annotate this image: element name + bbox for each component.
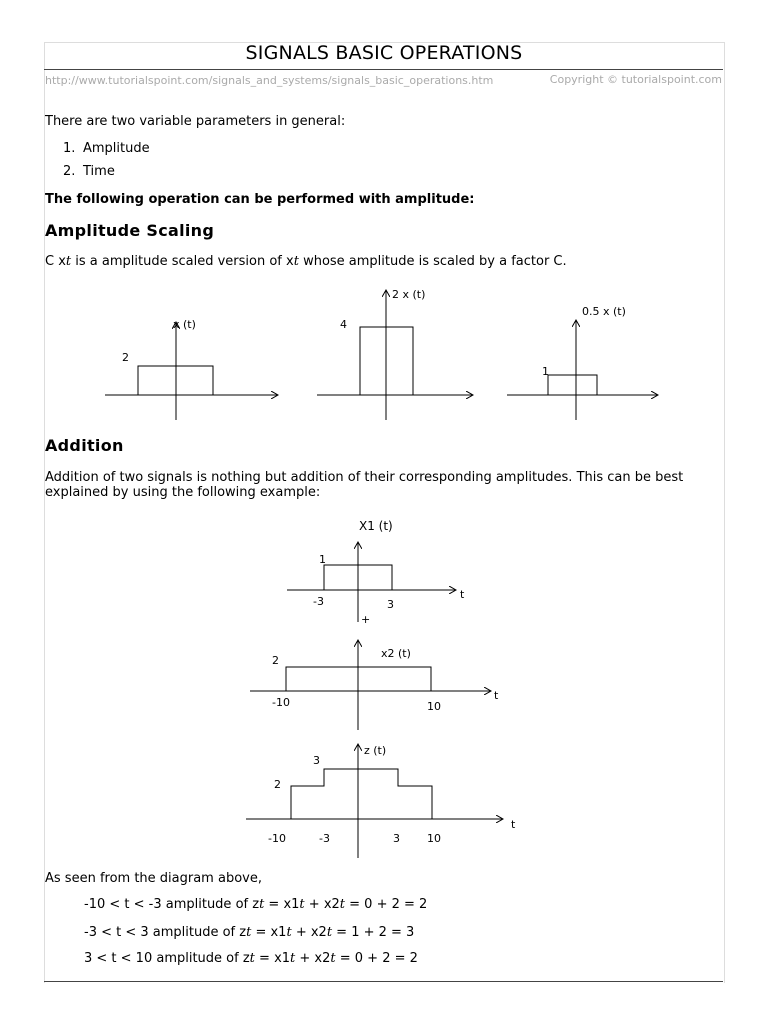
x1-right-tick: 3: [387, 598, 394, 611]
x2-level: 2: [272, 654, 279, 667]
x1-axis-label: t: [460, 588, 465, 601]
result-line-1: -10 < t < -3 amplitude of zt = x1t + x2t = 0 + 2 = 2: [84, 897, 428, 912]
footer-divider: [44, 981, 723, 982]
amplitude-scaling-heading: Amplitude Scaling: [45, 221, 215, 240]
z-level-high: 3: [313, 754, 320, 767]
amplitude-operations-heading: The following operation can be performed with amplitude:: [45, 192, 475, 207]
x2-left-tick: -10: [272, 696, 290, 709]
list-item-amplitude: Amplitude: [83, 141, 150, 156]
fig3-level: 1: [542, 365, 549, 378]
z-axis-label: t: [511, 818, 516, 831]
result-line-2: -3 < t < 3 amplitude of zt = x1t + x2t = 1 + 2 = 3: [84, 925, 415, 940]
addition-heading: Addition: [45, 436, 124, 455]
list-number-1: 1.: [63, 141, 76, 156]
page-title: SIGNALS BASIC OPERATIONS: [245, 42, 523, 64]
x2-axis-label: t: [494, 689, 499, 702]
fig1-level: 2: [122, 351, 129, 364]
scaling-description: C xt is a amplitude scaled version of xt whose amplitude is scaled by a factor C.: [45, 254, 567, 269]
fig2-label: 2 x (t): [392, 288, 426, 301]
result-line-3: 3 < t < 10 amplitude of zt = x1t + x2t = 0 + 2 = 2: [84, 951, 418, 966]
fig2-level: 4: [340, 318, 347, 331]
copyright: Copyright © tutorialspoint.com: [549, 73, 722, 86]
x2-label: x2 (t): [381, 647, 411, 660]
z-tick-10: 10: [427, 832, 441, 845]
figure-x-t: [105, 318, 278, 420]
addition-description: Addition of two signals is nothing but addition of their corresponding amplitudes. This can be best explained by using the following example:: [45, 470, 684, 500]
figure-x1-t: [287, 519, 465, 626]
intro-text: There are two variable parameters in general:: [45, 114, 346, 129]
z-label: z (t): [364, 744, 387, 757]
x1-label: X1 (t): [359, 519, 393, 533]
x2-right-tick: 10: [427, 700, 441, 713]
figure-05x-t: [507, 305, 658, 420]
x1-level: 1: [319, 553, 326, 566]
x1-left-tick: -3: [313, 595, 324, 608]
figure-2x-t: [317, 288, 473, 420]
z-tick-3: 3: [393, 832, 400, 845]
z-level-low: 2: [274, 778, 281, 791]
seen-text: As seen from the diagram above,: [45, 871, 262, 886]
fig1-label: x (t): [173, 318, 196, 331]
figure-x2-t: [250, 640, 499, 730]
z-tick-m10: -10: [268, 832, 286, 845]
list-number-2: 2.: [63, 164, 76, 179]
z-tick-m3: -3: [319, 832, 330, 845]
figure-z-t: [246, 744, 516, 858]
fig3-label: 0.5 x (t): [582, 305, 626, 318]
plus-sign: +: [361, 613, 371, 626]
source-url[interactable]: http://www.tutorialspoint.com/signals_and_systems/signals_basic_operations.htm: [45, 74, 494, 87]
list-item-time: Time: [83, 164, 115, 179]
